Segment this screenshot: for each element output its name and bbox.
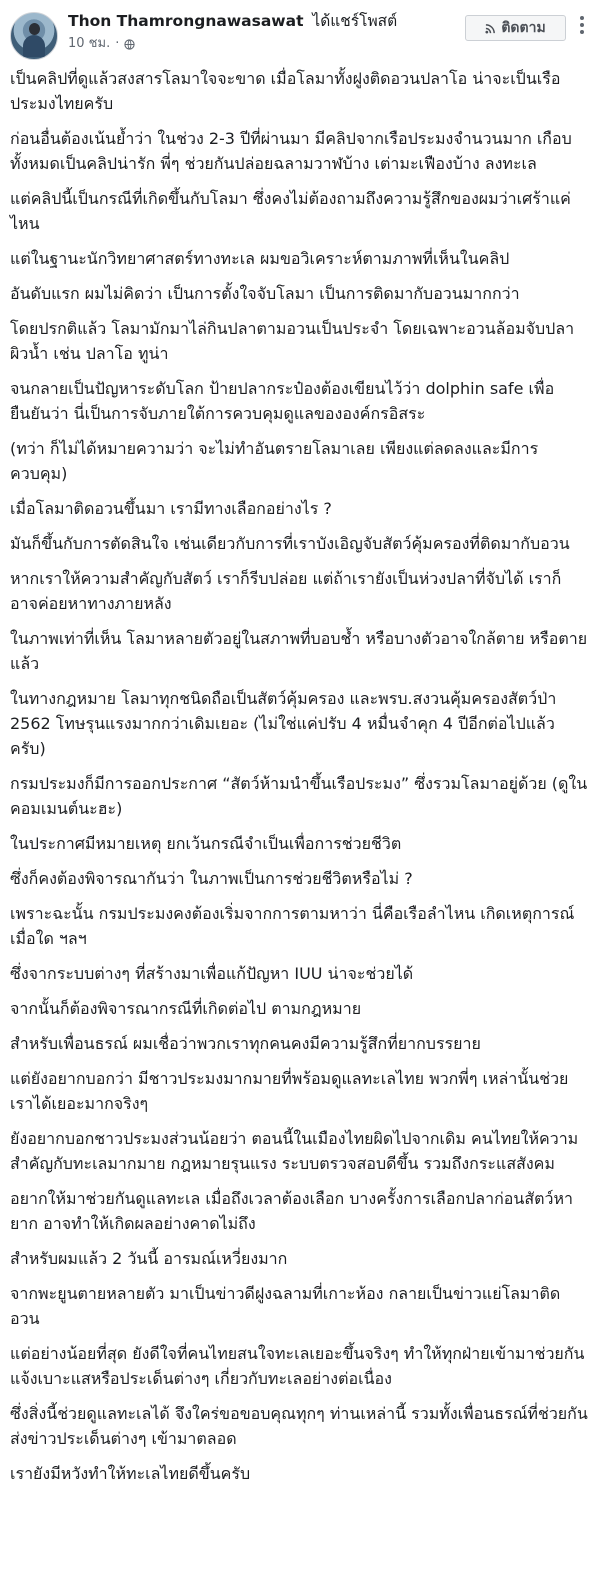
post-paragraph: ก่อนอื่นต้องเน้นย้ำว่า ในช่วง 2-3 ปีที่ผ่านมา มีคลิปจากเรือประมงจำนวนมาก เกือบทั้งหมดเป็นคลิปน่ารัก พี่ๆ ช่วยกันปล่อยฉลามวาฬบ้าง เต่ามะเฟืองบ้าง ลงทะเล: [10, 129, 572, 173]
avatar-head: [29, 23, 40, 35]
avatar-body: [23, 35, 45, 57]
more-dot: [580, 30, 584, 34]
follow-label: ติดตาม: [501, 20, 546, 36]
post-paragraph: แต่คลิปนี้เป็นกรณีที่เกิดขึ้นกับโลมา ซึ่งคงไม่ต้องถามถึงความรู้สึกของผมว่าเศร้าแค่ไหน: [10, 189, 571, 233]
post-paragraph: แต่ยังอยากบอกว่า มีชาวประมงมากมายที่พร้อมดูแลทะเลไทย พวกพี่ๆ เหล่านั้นช่วยเราได้เยอะมากจริงๆ: [10, 1069, 569, 1113]
rss-icon: [485, 23, 496, 34]
more-dot: [580, 23, 584, 27]
post-meta: [68, 35, 135, 53]
post-paragraph: แต่อย่างน้อยที่สุด ยังดีใจที่คนไทยสนใจทะเลเยอะขึ้นจริงๆ ทำให้ทุกฝ่ายเข้ามาช่วยกันแจ้งเบาะแสหรือประเด็นต่างๆ เกี่ยวกับทะเลอย่างต่อเนื่อง: [10, 1344, 585, 1388]
post-paragraph: ในประกาศมีหมายเหตุ ยกเว้นกรณีจำเป็นเพื่อการช่วยชีวิต: [10, 834, 402, 853]
post-paragraph: ยังอยากบอกชาวประมงส่วนน้อยว่า ตอนนี้ในเมืองไทยผิดไปจากเดิม คนไทยให้ความสำคัญกับทะเลมากมาย กฎหมายรุนแรง ระบบตรวจสอบดีขึ้น รวมถึงกระแสสังคม: [10, 1129, 579, 1173]
post-paragraph: จากนั้นก็ต้องพิจารณากรณีที่เกิดต่อไป ตามกฎหมาย: [10, 999, 362, 1018]
post-header: [10, 8, 590, 64]
post-paragraph: (ทว่า ก็ไม่ได้หมายความว่า จะไม่ทำอันตรายโลมาเลย เพียงแต่ลดลงและมีการควบคุม): [10, 439, 539, 483]
post-paragraph: หากเราให้ความสำคัญกับสัตว์ เราก็รีบปล่อย แต่ถ้าเรายังเป็นห่วงปลาที่จับได้ เราก็อาจค่อยหาทางภายหลัง: [10, 569, 562, 613]
post-paragraph: สำหรับผมแล้ว 2 วันนี้ อารมณ์เหวี่ยงมาก: [10, 1249, 288, 1268]
more-icon[interactable]: [575, 12, 589, 38]
follow-button[interactable]: [465, 15, 566, 41]
post-paragraph: จากพะยูนตายหลายตัว มาเป็นข่าวดีฝูงฉลามที่เกาะห้อง กลายเป็นข่าวแย่โลมาติดอวน: [10, 1284, 561, 1328]
post-body: [10, 66, 588, 1496]
post-paragraph: ในทางกฎหมาย โลมาทุกชนิดถือเป็นสัตว์คุ้มครอง และพรบ.สงวนคุ้มครองสัตว์ป่า 2562 โทษรุนแรงมากกว่าเดิมเยอะ (ไม่ใช่แค่ปรับ 4 หมื่นจำคุก 4 ปีอีกต่อไปแล้วครับ): [10, 689, 557, 758]
post-paragraph: ซึ่งจากระบบต่างๆ ที่สร้างมาเพื่อแก้ปัญหา IUU น่าจะช่วยได้: [10, 964, 414, 983]
post-paragraph: ซึ่งก็คงต้องพิจารณากันว่า ในภาพเป็นการช่วยชีวิตหรือไม่ ?: [10, 869, 413, 888]
post-paragraph: อันดับแรก ผมไม่คิดว่า เป็นการตั้งใจจับโลมา เป็นการติดมากับอวนมากกว่า: [10, 284, 520, 303]
post-paragraph: เมื่อโลมาติดอวนขึ้นมา เรามีทางเลือกอย่างไร ?: [10, 499, 332, 518]
post-paragraph: โดยปรกติแล้ว โลมามักมาไล่กินปลาตามอวนเป็นประจำ โดยเฉพาะอวนล้อมจับปลาผิวน้ำ เช่น ปลาโอ ทูน่า: [10, 319, 575, 363]
author-name[interactable]: Thon Thamrongnawasawat: [68, 12, 304, 30]
post-paragraph: สำหรับเพื่อนธรณ์ ผมเชื่อว่าพวกเราทุกคนคงมีความรู้สึกที่ยากบรรยาย: [10, 1034, 481, 1053]
post-paragraph: ซึ่งสิ่งนี้ช่วยดูแลทะเลได้ จึงใคร่ขอขอบคุณทุกๆ ท่านเหล่านี้ รวมทั้งเพื่อนธรณ์ที่ช่วยกันส่งข่าวประเด็นต่างๆ เข้ามาตลอด: [10, 1404, 588, 1448]
post-paragraph: เป็นคลิปที่ดูแล้วสงสารโลมาใจจะขาด เมื่อโลมาทั้งฝูงติดอวนปลาโอ น่าจะเป็นเรือประมงไทยครับ: [10, 69, 561, 113]
post-paragraph: จนกลายเป็นปัญหาระดับโลก ป้ายปลากระป๋องต้องเขียนไว้ว่า dolphin safe เพื่อยืนยันว่า นี่เป็นการจับภายใต้การควบคุมดูแลขององค์กรอิสระ: [10, 379, 555, 423]
post-paragraph: มันก็ขึ้นกับการตัดสินใจ เช่นเดียวกับการที่เราบังเอิญจับสัตว์คุ้มครองที่ติดมากับอวน: [10, 534, 570, 553]
more-dot: [580, 16, 584, 20]
meta-separator: ·: [115, 36, 120, 51]
post-paragraph: เพราะฉะนั้น กรมประมงคงต้องเริ่มจากการตามหาว่า นี่คือเรือลำไหน เกิดเหตุการณ์เมื่อใด ฯลฯ: [10, 904, 575, 948]
shared-post-text: ได้แชร์โพสต์: [312, 12, 398, 30]
post-paragraph: แต่ในฐานะนักวิทยาศาสตร์ทางทะเล ผมขอวิเคราะห์ตามภาพที่เห็นในคลิป: [10, 249, 510, 268]
author-avatar[interactable]: [10, 12, 58, 60]
post-paragraph: ในภาพเท่าที่เห็น โลมาหลายตัวอยู่ในสภาพที่บอบช้ำ หรือบางตัวอาจใกล้ตาย หรือตายแล้ว: [10, 629, 588, 673]
post-time[interactable]: 10 ชม.: [68, 36, 111, 51]
post-paragraph: อยากให้มาช่วยกันดูแลทะเล เมื่อถึงเวลาต้องเลือก บางครั้งการเลือกปลาก่อนสัตว์หายาก อาจทำให้เกิดผลอย่างคาดไม่ถึง: [10, 1189, 573, 1233]
author-line: [68, 10, 397, 32]
globe-icon[interactable]: [124, 39, 135, 50]
post-paragraph: กรมประมงก็มีการออกประกาศ “สัตว์ห้ามนำขึ้นเรือประมง” ซึ่งรวมโลมาอยู่ด้วย (ดูในคอมเมนต์นะฮะ): [10, 774, 588, 818]
post-paragraph: เรายังมีหวังทำให้ทะเลไทยดีขึ้นครับ: [10, 1464, 251, 1483]
